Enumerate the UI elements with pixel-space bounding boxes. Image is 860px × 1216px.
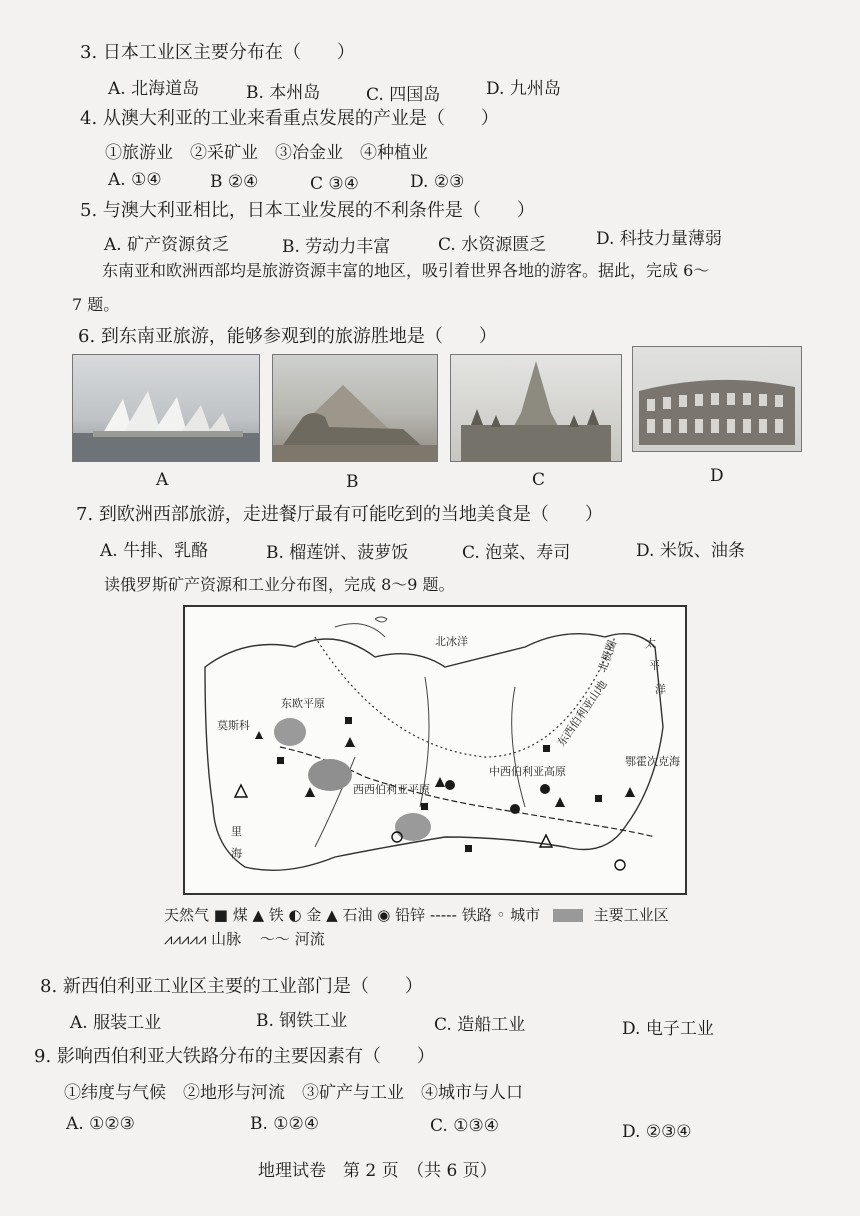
q3-option-a: A. 北海道岛	[108, 79, 200, 99]
mountain-icon: ⩘⩘⩘⩘⩘	[164, 930, 207, 948]
map-label-pacific-1: 太	[645, 637, 656, 650]
q3-stem: 3. 日本工业区主要分布在（ ）	[80, 42, 355, 63]
q5-stem: 5. 与澳大利亚相比，日本工业发展的不利条件是（ ）	[80, 200, 535, 221]
intro-8-9: 读俄罗斯矿产资源和工业分布图，完成 8～9 题。	[104, 575, 455, 594]
q9-items: ①纬度与气候 ②地形与河流 ③矿产与工业 ④城市与人口	[64, 1083, 523, 1103]
q3-option-c: C. 四国岛	[366, 85, 441, 105]
legend-river-label: 河流	[294, 930, 325, 948]
q8-option-b: B. 钢铁工业	[256, 1011, 348, 1031]
q9-option-d: D. ②③④	[622, 1122, 692, 1142]
legend-industrial-label: 主要工业区	[593, 906, 669, 924]
map-label-arctic: 北冰洋	[435, 635, 468, 648]
russia-resource-map	[183, 605, 687, 895]
map-legend-line2	[164, 928, 325, 949]
q8-stem: 8. 新西伯利亚工业区主要的工业部门是（ ）	[40, 976, 423, 997]
photo-sydney-opera-house	[72, 354, 260, 462]
q9-option-c: C. ①③④	[430, 1116, 499, 1136]
q4-stem: 4. 从澳大利亚的工业来看重点发展的产业是（ ）	[80, 108, 499, 129]
photo-colosseum	[632, 346, 802, 452]
intro-6-7-line2: 7 题。	[72, 295, 120, 314]
q4-option-d: D. ②③	[410, 172, 465, 192]
q9-option-b: B. ①②④	[250, 1114, 320, 1134]
map-label-east-european-plain: 东欧平原	[281, 697, 325, 710]
q4-option-b: B ②④	[210, 172, 259, 192]
map-label-central-siberian-plateau: 中西伯利亚高原	[489, 765, 566, 778]
q5-option-b: B. 劳动力丰富	[282, 237, 391, 257]
q7-stem: 7. 到欧洲西部旅游，走进餐厅最有可能吃到的当地美食是（ ）	[76, 504, 603, 525]
photo-label-c: C	[532, 470, 546, 490]
legend-mountain-label: 山脉	[211, 930, 242, 948]
map-legend-line1	[164, 904, 669, 925]
q4-option-a: A. ①④	[108, 170, 162, 190]
q3-option-d: D. 九州岛	[486, 79, 561, 99]
map-label-caspian-2: 海	[231, 847, 242, 860]
q6-stem: 6. 到东南亚旅游，能够参观到的旅游胜地是（ ）	[78, 326, 497, 347]
q4-option-c: C ③④	[310, 174, 359, 194]
river-icon: 〜〜	[259, 930, 290, 948]
photo-label-d: D	[710, 466, 724, 486]
q4-items: ①旅游业 ②采矿业 ③冶金业 ④种植业	[105, 143, 428, 163]
photo-label-a: A	[156, 470, 169, 490]
q5-option-a: A. 矿产资源贫乏	[104, 235, 230, 255]
q7-option-c: C. 泡菜、寿司	[462, 543, 571, 563]
map-label-east-siberian-mountains: 东西伯利亚山地	[554, 678, 610, 749]
q7-option-b: B. 榴莲饼、菠萝饭	[266, 543, 409, 563]
q7-option-a: A. 牛排、乳酪	[100, 541, 209, 561]
map-label-okhotsk: 鄂霍次克海	[625, 755, 680, 768]
photo-sphinx	[272, 354, 438, 462]
photo-shwedagon-pagoda	[450, 354, 622, 462]
q8-option-d: D. 电子工业	[622, 1019, 714, 1039]
q9-option-a: A. ①②③	[66, 1114, 135, 1134]
photo-label-b: B	[346, 472, 359, 492]
q3-option-b: B. 本州岛	[246, 83, 321, 103]
q7-option-d: D. 米饭、油条	[636, 541, 745, 561]
intro-6-7-line1: 东南亚和欧洲西部均是旅游资源丰富的地区，吸引着世界各地的游客。据此，完成 6～	[102, 261, 710, 280]
q8-option-c: C. 造船工业	[434, 1015, 526, 1035]
q5-option-d: D. 科技力量薄弱	[596, 229, 722, 249]
map-label-moscow: 莫斯科	[217, 719, 250, 732]
page-footer: 地理试卷 第 2 页 （共 6 页）	[258, 1161, 497, 1181]
legend-symbols: 天然气 ■ 煤 ▲ 铁 ◐ 金 ▲ 石油 ◉ 铅锌 ----- 铁路 ◦ 城市	[164, 906, 541, 924]
map-label-pacific-2: 平	[649, 659, 660, 672]
map-label-pacific-3: 洋	[655, 683, 666, 696]
q8-option-a: A. 服装工业	[70, 1013, 162, 1033]
q5-option-c: C. 水资源匮乏	[438, 235, 547, 255]
map-label-caspian-1: 里	[231, 825, 242, 838]
legend-industrial-swatch	[553, 909, 583, 922]
map-label-west-siberian-plain: 西西伯利亚平原	[353, 783, 430, 796]
q9-stem: 9. 影响西伯利亚大铁路分布的主要因素有（ ）	[34, 1046, 435, 1067]
map-label-arctic-circle: 北极圈	[595, 638, 620, 675]
